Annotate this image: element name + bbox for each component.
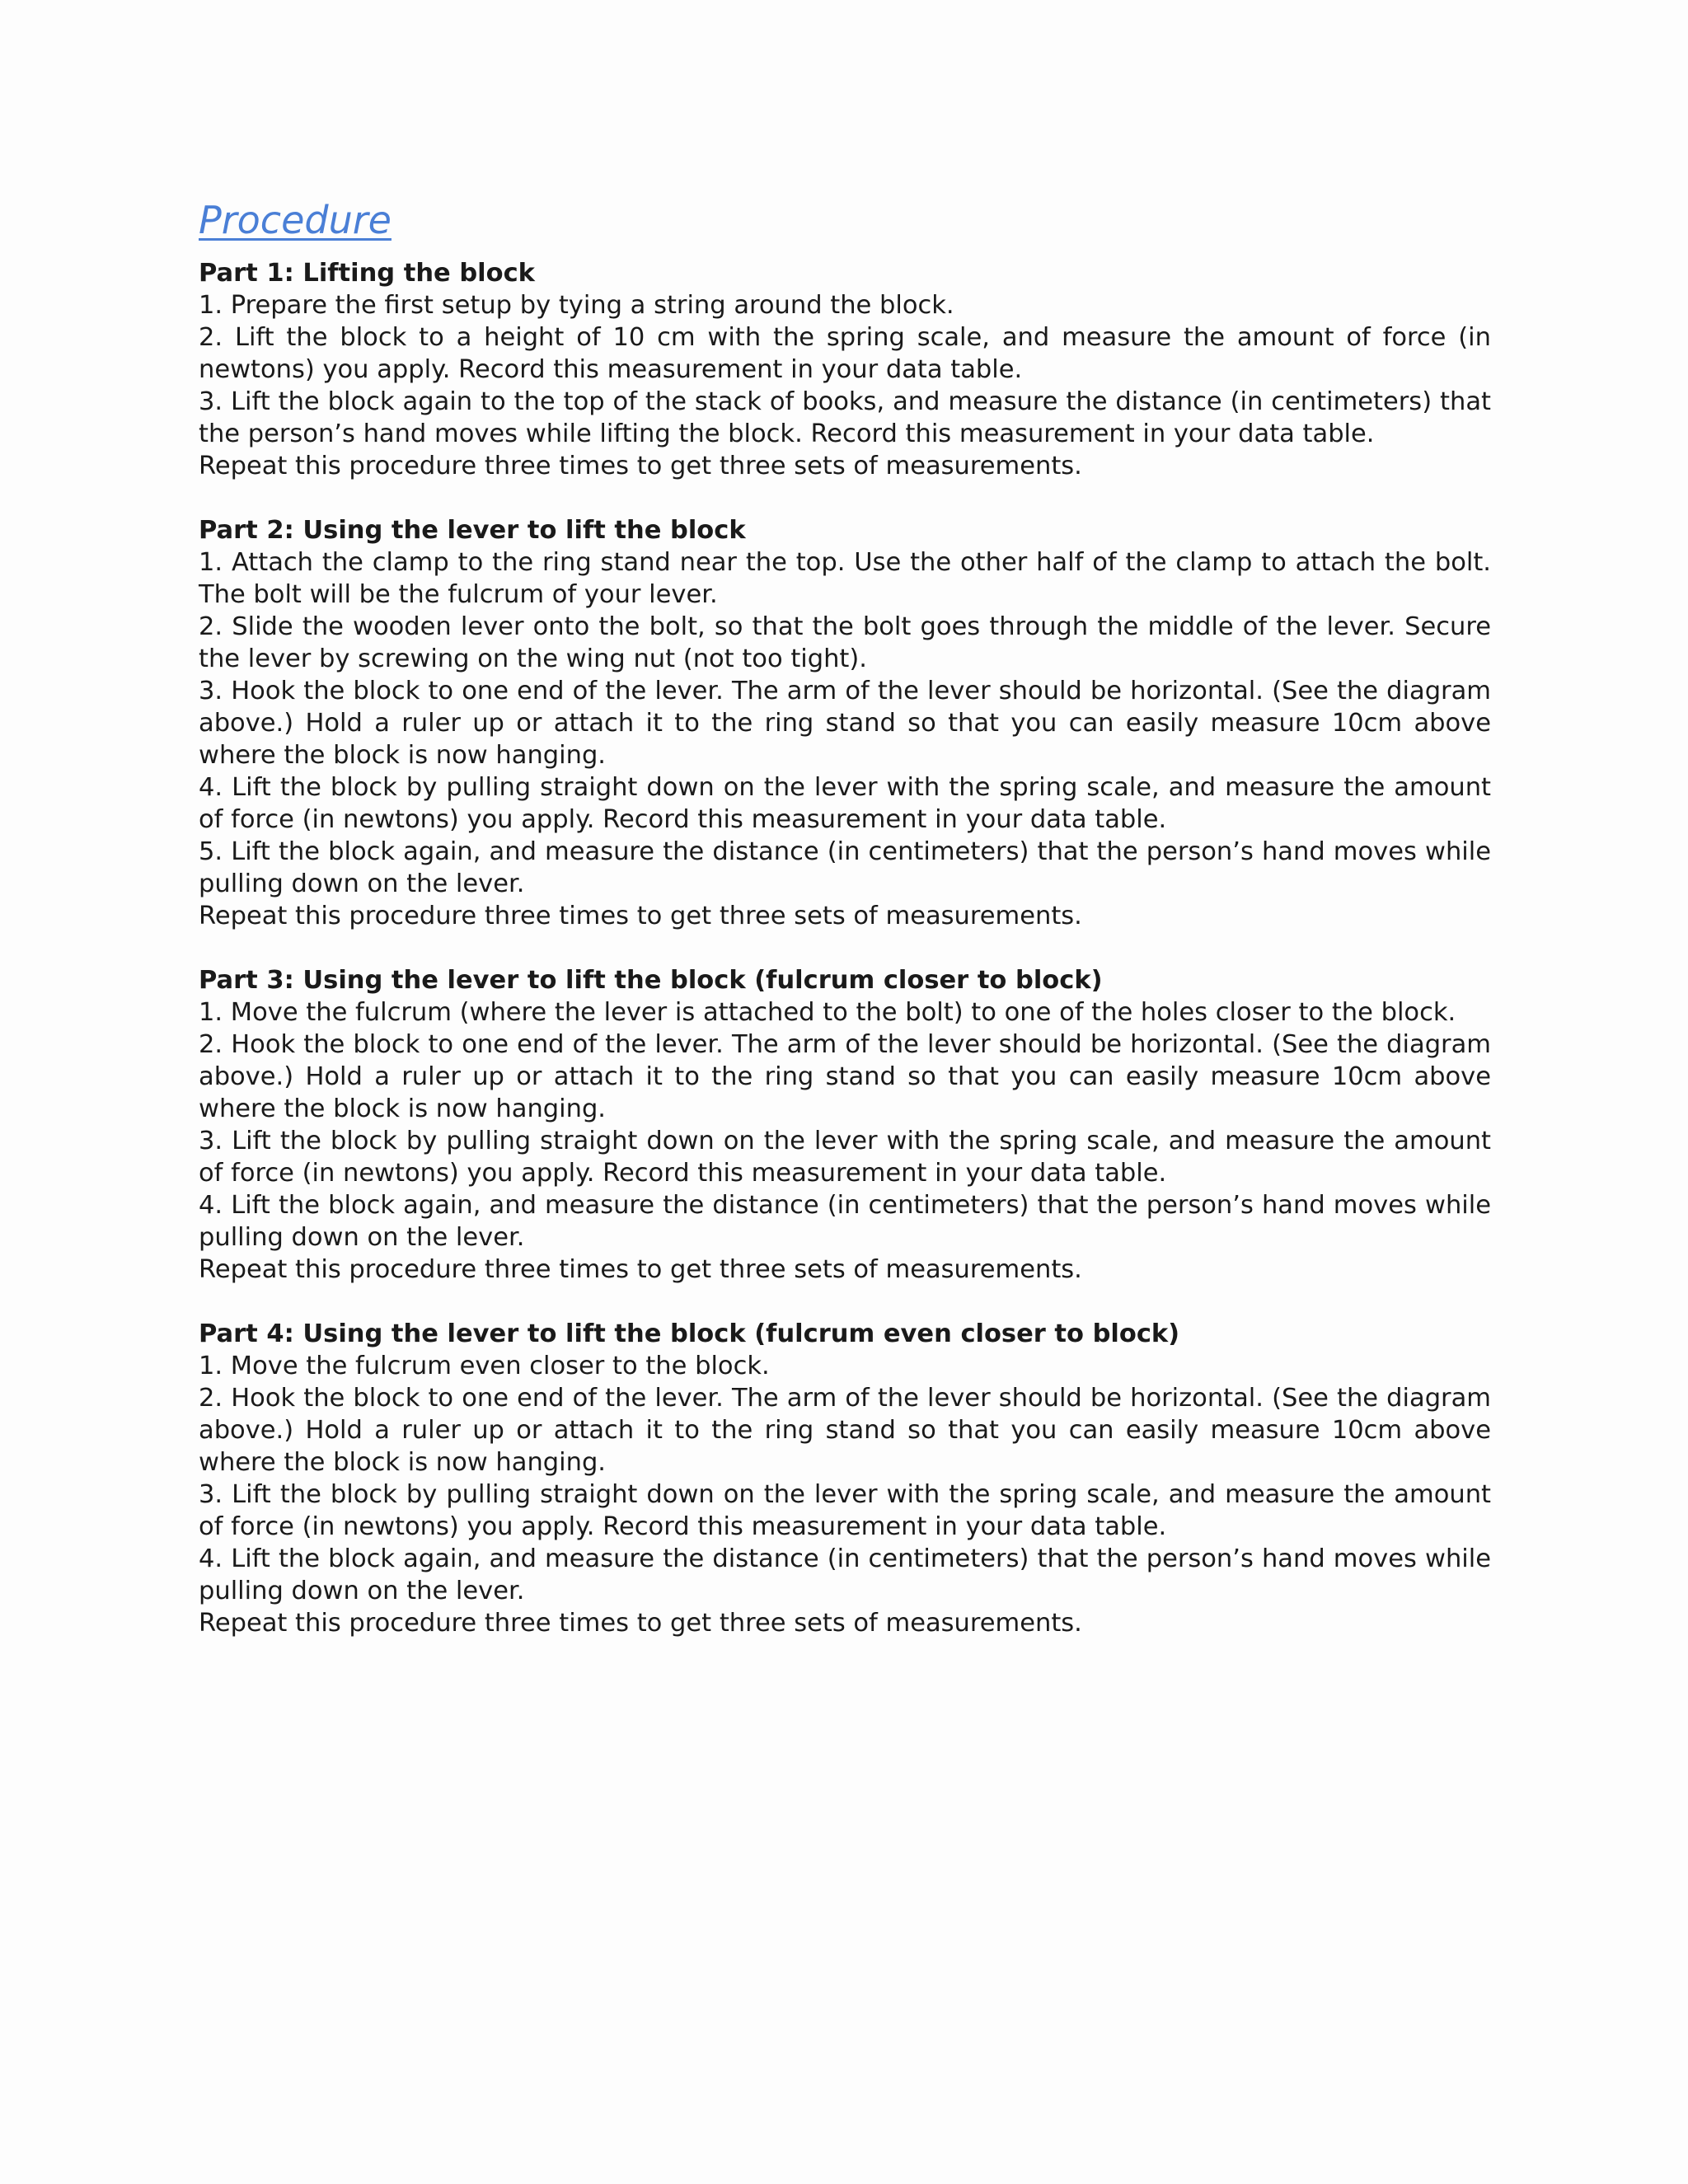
procedure-step: 1. Move the fulcrum even closer to the block. xyxy=(199,1352,770,1380)
section-part-4 xyxy=(199,1318,1491,1639)
section-heading: Part 3: Using the lever to lift the block (fulcrum closer to block) xyxy=(199,966,1103,995)
section-part-2 xyxy=(199,514,1491,932)
procedure-step: 2. Slide the wooden lever onto the bolt, so that the bolt goes through the middle of the lever. Secure the lever by screwing on the wing nut (not too tight). xyxy=(199,612,1491,673)
section-heading: Part 4: Using the lever to lift the block (fulcrum even closer to block) xyxy=(199,1319,1180,1348)
section-part-3 xyxy=(199,964,1491,1286)
procedure-step: 1. Move the fulcrum (where the lever is attached to the bolt) to one of the holes closer to the block. xyxy=(199,998,1456,1027)
repeat-note: Repeat this procedure three times to get three sets of measurements. xyxy=(199,1609,1082,1638)
procedure-step: 4. Lift the block again, and measure the distance (in centimeters) that the person’s hand moves while pulling down on the lever. xyxy=(199,1191,1491,1252)
procedure-step: 5. Lift the block again, and measure the distance (in centimeters) that the person’s hand moves while pulling down on the lever. xyxy=(199,837,1491,898)
page-title: Procedure xyxy=(199,198,392,242)
procedure-step: 3. Lift the block again to the top of the stack of books, and measure the distance (in centimeters) that the person’s hand moves while lifting the block. Record this measurement in your data table. xyxy=(199,387,1491,448)
procedure-step: 3. Lift the block by pulling straight down on the lever with the spring scale, and measure the amount of force (in newtons) you apply. Record this measurement in your data table. xyxy=(199,1480,1491,1541)
section-heading: Part 2: Using the lever to lift the block xyxy=(199,516,746,545)
procedure-step: 2. Hook the block to one end of the lever. The arm of the lever should be horizontal. (See the diagram above.) Hold a ruler up or attach it to the ring stand so that you can easily measure 10cm above where the block is now hanging. xyxy=(199,1384,1491,1477)
procedure-step: 1. Attach the clamp to the ring stand near the top. Use the other half of the clamp to attach the bolt. The bolt will be the fulcrum of your lever. xyxy=(199,548,1491,609)
repeat-note: Repeat this procedure three times to get three sets of measurements. xyxy=(199,1255,1082,1284)
procedure-step: 4. Lift the block again, and measure the distance (in centimeters) that the person’s hand moves while pulling down on the lever. xyxy=(199,1544,1491,1605)
procedure-step: 4. Lift the block by pulling straight down on the lever with the spring scale, and measure the amount of force (in newtons) you apply. Record this measurement in your data table. xyxy=(199,773,1491,834)
section-heading: Part 1: Lifting the block xyxy=(199,259,535,288)
repeat-note: Repeat this procedure three times to get three sets of measurements. xyxy=(199,902,1082,930)
section-part-1 xyxy=(199,257,1491,482)
procedure-step: 3. Lift the block by pulling straight down on the lever with the spring scale, and measure the amount of force (in newtons) you apply. Record this measurement in your data table. xyxy=(199,1127,1491,1188)
document-page xyxy=(199,191,1491,1671)
repeat-note: Repeat this procedure three times to get three sets of measurements. xyxy=(199,452,1082,480)
procedure-step: 2. Lift the block to a height of 10 cm with the spring scale, and measure the amount of force (in newtons) you apply. Record this measurement in your data table. xyxy=(199,323,1491,384)
procedure-step: 3. Hook the block to one end of the lever. The arm of the lever should be horizontal. (See the diagram above.) Hold a ruler up or attach it to the ring stand so that you can easily measure 10cm above where the block is now hanging. xyxy=(199,677,1491,770)
procedure-step: 2. Hook the block to one end of the lever. The arm of the lever should be horizontal. (See the diagram above.) Hold a ruler up or attach it to the ring stand so that you can easily measure 10cm above where the block is now hanging. xyxy=(199,1030,1491,1123)
procedure-step: 1. Prepare the first setup by tying a string around the block. xyxy=(199,291,954,320)
